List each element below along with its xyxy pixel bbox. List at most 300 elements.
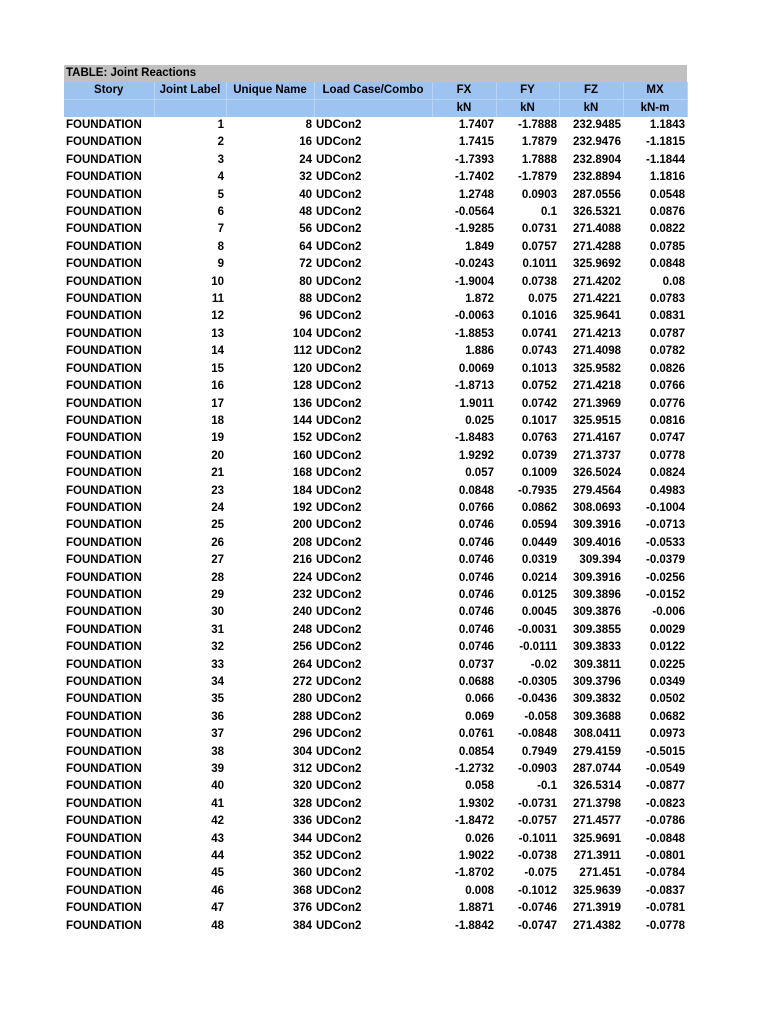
cell-fz[interactable]: 309.3916 [573,519,621,532]
cell-mx[interactable]: -0.0823 [645,797,685,810]
cell-load-case[interactable]: UDCon2 [316,797,362,810]
cell-fx[interactable]: -1.8472 [454,815,494,828]
cell-joint-label[interactable]: 26 [211,536,224,549]
cell-story[interactable]: FOUNDATION [66,467,142,480]
cell-story[interactable]: FOUNDATION [66,780,142,793]
cell-fx[interactable]: 1.8871 [458,902,494,915]
cell-fy[interactable]: 0.1009 [521,467,557,480]
cell-mx[interactable]: -0.0533 [645,536,685,549]
cell-mx[interactable]: -0.1004 [645,501,685,514]
cell-unique-name[interactable]: 336 [292,815,312,828]
cell-story[interactable]: FOUNDATION [66,206,142,219]
cell-fx[interactable]: -1.7393 [454,153,494,166]
cell-fz[interactable]: 325.9691 [573,832,621,845]
cell-fx[interactable]: 0.057 [465,467,494,480]
cell-load-case[interactable]: UDCon2 [316,449,362,462]
table-row[interactable] [64,604,687,621]
table-row[interactable] [64,778,687,795]
cell-story[interactable]: FOUNDATION [66,850,142,863]
cell-unique-name[interactable]: 88 [299,293,312,306]
cell-story[interactable]: FOUNDATION [66,832,142,845]
table-row[interactable] [64,361,687,378]
cell-mx[interactable]: 0.0225 [649,658,685,671]
cell-story[interactable]: FOUNDATION [66,623,142,636]
cell-fy[interactable]: 0.1011 [522,258,557,271]
cell-load-case[interactable]: UDCon2 [316,919,362,932]
cell-load-case[interactable]: UDCon2 [316,832,362,845]
cell-mx[interactable]: -0.0784 [645,867,685,880]
cell-unique-name[interactable]: 112 [293,345,312,358]
cell-unique-name[interactable]: 120 [292,362,312,375]
cell-load-case[interactable]: UDCon2 [316,153,362,166]
table-row[interactable] [64,343,687,360]
cell-fx[interactable]: -0.0564 [454,206,494,219]
cell-fz[interactable]: 271.4218 [573,380,621,393]
cell-joint-label[interactable]: 20 [211,449,224,462]
cell-mx[interactable]: 0.0122 [649,641,685,654]
table-row[interactable] [64,187,687,204]
cell-fx[interactable]: 0.0746 [458,641,494,654]
cell-load-case[interactable]: UDCon2 [316,501,362,514]
cell-mx[interactable]: 0.0782 [649,345,685,358]
cell-mx[interactable]: 0.0824 [649,467,685,480]
cell-fy[interactable]: -0.058 [524,710,557,723]
cell-joint-label[interactable]: 40 [211,780,224,793]
cell-mx[interactable]: -0.0778 [645,919,685,932]
cell-fy[interactable]: -0.02 [530,658,557,671]
cell-fz[interactable]: 279.4159 [573,745,621,758]
column-header-fy[interactable]: FY [496,82,559,100]
cell-unique-name[interactable]: 184 [292,484,312,497]
table-row[interactable] [64,587,687,604]
cell-fz[interactable]: 309.3896 [573,588,621,601]
cell-fx[interactable]: 0.0746 [458,606,494,619]
table-row[interactable] [64,883,687,900]
table-row[interactable] [64,326,687,343]
cell-fy[interactable]: 0.1013 [521,362,557,375]
cell-fx[interactable]: 1.9011 [459,397,494,410]
cell-story[interactable]: FOUNDATION [66,449,142,462]
cell-fx[interactable]: 1.886 [465,345,494,358]
cell-fy[interactable]: 0.0731 [521,223,557,236]
table-row[interactable] [64,152,687,169]
cell-joint-label[interactable]: 7 [217,223,224,236]
cell-fx[interactable]: 1.872 [465,293,494,306]
cell-fz[interactable]: 308.0411 [573,728,621,741]
cell-story[interactable]: FOUNDATION [66,745,142,758]
cell-load-case[interactable]: UDCon2 [316,554,362,567]
cell-mx[interactable]: -0.0256 [645,571,685,584]
cell-unique-name[interactable]: 384 [292,919,312,932]
cell-joint-label[interactable]: 16 [211,380,224,393]
cell-fz[interactable]: 271.4382 [573,919,621,932]
cell-joint-label[interactable]: 21 [211,467,224,480]
cell-load-case[interactable]: UDCon2 [316,467,362,480]
cell-fx[interactable]: 0.0746 [458,571,494,584]
cell-load-case[interactable]: UDCon2 [316,345,362,358]
cell-story[interactable]: FOUNDATION [66,414,142,427]
cell-unique-name[interactable]: 96 [299,310,312,323]
cell-fz[interactable]: 309.3811 [573,658,621,671]
cell-load-case[interactable]: UDCon2 [316,606,362,619]
cell-load-case[interactable]: UDCon2 [316,327,362,340]
cell-unique-name[interactable]: 288 [292,710,312,723]
cell-joint-label[interactable]: 11 [211,293,224,306]
cell-unique-name[interactable]: 16 [299,136,312,149]
cell-fy[interactable]: -0.0731 [517,797,557,810]
cell-joint-label[interactable]: 30 [211,606,224,619]
cell-mx[interactable]: 0.0787 [649,327,685,340]
cell-story[interactable]: FOUNDATION [66,606,142,619]
cell-fy[interactable]: -1.7888 [517,119,557,131]
cell-fz[interactable]: 271.3969 [573,397,621,410]
cell-story[interactable]: FOUNDATION [66,763,142,776]
cell-fy[interactable]: -0.0903 [517,763,557,776]
cell-joint-label[interactable]: 25 [211,519,224,532]
cell-story[interactable]: FOUNDATION [66,693,142,706]
table-row[interactable] [64,865,687,882]
cell-story[interactable]: FOUNDATION [66,554,142,567]
cell-fz[interactable]: 232.9476 [573,136,621,149]
cell-joint-label[interactable]: 17 [211,397,224,410]
cell-unique-name[interactable]: 376 [292,902,312,915]
cell-story[interactable]: FOUNDATION [66,641,142,654]
cell-fy[interactable]: -0.1011 [518,832,557,845]
cell-fz[interactable]: 309.3916 [573,571,621,584]
cell-load-case[interactable]: UDCon2 [316,588,362,601]
cell-fx[interactable]: 0.0737 [458,658,494,671]
cell-fz[interactable]: 325.9692 [573,258,621,271]
cell-fy[interactable]: 0.0045 [521,606,557,619]
cell-joint-label[interactable]: 32 [211,641,224,654]
cell-load-case[interactable]: UDCon2 [316,397,362,410]
cell-fx[interactable]: -1.7402 [454,171,494,184]
cell-joint-label[interactable]: 3 [217,153,224,166]
cell-mx[interactable]: 0.0826 [649,362,685,375]
table-row[interactable] [64,221,687,238]
cell-fx[interactable]: 1.9302 [458,797,494,810]
table-row[interactable] [64,535,687,552]
cell-load-case[interactable]: UDCon2 [316,641,362,654]
cell-unique-name[interactable]: 56 [299,223,312,236]
table-row[interactable] [64,256,687,273]
cell-fz[interactable]: 309.3832 [573,693,621,706]
cell-mx[interactable]: -1.1815 [645,136,685,149]
cell-fx[interactable]: -0.0243 [454,258,494,271]
cell-story[interactable]: FOUNDATION [66,728,142,741]
cell-load-case[interactable]: UDCon2 [316,136,362,149]
cell-fx[interactable]: 0.0746 [458,623,494,636]
column-header-mx[interactable]: MX [623,82,687,100]
column-header-joint-label[interactable]: Joint Label [154,82,226,100]
table-row[interactable] [64,918,687,935]
cell-fz[interactable]: 232.9485 [573,119,621,131]
cell-fx[interactable]: 0.025 [465,414,494,427]
column-header-fx[interactable]: FX [432,82,496,100]
cell-unique-name[interactable]: 328 [292,797,312,810]
cell-unique-name[interactable]: 40 [299,188,312,201]
cell-unique-name[interactable]: 200 [292,519,312,532]
cell-fx[interactable]: 0.0746 [458,519,494,532]
cell-load-case[interactable]: UDCon2 [316,536,362,549]
cell-unique-name[interactable]: 256 [292,641,312,654]
cell-load-case[interactable]: UDCon2 [316,884,362,897]
cell-load-case[interactable]: UDCon2 [316,658,362,671]
cell-fy[interactable]: 0.7949 [521,745,557,758]
cell-load-case[interactable]: UDCon2 [316,867,362,880]
cell-fy[interactable]: -0.1 [537,780,557,793]
cell-fy[interactable]: 0.0757 [521,240,557,253]
cell-unique-name[interactable]: 128 [292,380,312,393]
cell-fx[interactable]: 1.849 [465,240,494,253]
cell-unique-name[interactable]: 104 [292,327,312,340]
table-row[interactable] [64,274,687,291]
cell-story[interactable]: FOUNDATION [66,902,142,915]
cell-story[interactable]: FOUNDATION [66,310,142,323]
cell-fz[interactable]: 271.4288 [573,240,621,253]
table-row[interactable] [64,483,687,500]
cell-fz[interactable]: 279.4564 [573,484,621,497]
cell-fy[interactable]: -0.0111 [519,641,557,654]
cell-unique-name[interactable]: 152 [292,432,312,445]
cell-mx[interactable]: 0.0816 [649,414,685,427]
cell-fy[interactable]: 0.0738 [521,275,557,288]
cell-fy[interactable]: 0.075 [528,293,557,306]
cell-fz[interactable]: 326.5321 [573,206,621,219]
cell-load-case[interactable]: UDCon2 [316,902,362,915]
cell-fx[interactable]: 0.0746 [458,536,494,549]
cell-mx[interactable]: 0.0776 [649,397,685,410]
cell-joint-label[interactable]: 8 [217,240,224,253]
table-row[interactable] [64,831,687,848]
cell-fz[interactable]: 271.4202 [573,275,621,288]
cell-fx[interactable]: -1.8713 [454,380,494,393]
cell-load-case[interactable]: UDCon2 [316,206,362,219]
cell-joint-label[interactable]: 13 [211,327,224,340]
cell-fz[interactable]: 287.0556 [573,188,621,201]
table-row[interactable] [64,657,687,674]
cell-joint-label[interactable]: 46 [211,884,224,897]
table-row[interactable] [64,639,687,656]
cell-unique-name[interactable]: 32 [299,171,312,184]
cell-mx[interactable]: 0.0783 [649,293,685,306]
cell-mx[interactable]: -1.1844 [645,153,685,166]
table-row[interactable] [64,761,687,778]
cell-joint-label[interactable]: 47 [211,902,224,915]
cell-fz[interactable]: 271.4167 [573,432,621,445]
table-row[interactable] [64,239,687,256]
cell-mx[interactable]: 0.0785 [649,240,685,253]
cell-fx[interactable]: 0.069 [465,710,494,723]
cell-load-case[interactable]: UDCon2 [316,763,362,776]
cell-fy[interactable]: 0.0752 [521,380,557,393]
cell-joint-label[interactable]: 38 [211,745,224,758]
cell-story[interactable]: FOUNDATION [66,571,142,584]
cell-fx[interactable]: 0.0854 [458,745,494,758]
cell-fx[interactable]: -0.0063 [454,310,494,323]
cell-story[interactable]: FOUNDATION [66,797,142,810]
table-row[interactable] [64,291,687,308]
table-row[interactable] [64,570,687,587]
cell-unique-name[interactable]: 160 [292,449,312,462]
cell-unique-name[interactable]: 320 [292,780,312,793]
cell-unique-name[interactable]: 48 [299,206,312,219]
cell-load-case[interactable]: UDCon2 [316,223,362,236]
cell-fy[interactable]: 0.0743 [521,345,557,358]
cell-unique-name[interactable]: 24 [299,153,312,166]
cell-story[interactable]: FOUNDATION [66,484,142,497]
cell-joint-label[interactable]: 29 [211,588,224,601]
cell-fy[interactable]: -0.0305 [517,676,557,688]
cell-story[interactable]: FOUNDATION [66,327,142,340]
cell-story[interactable]: FOUNDATION [66,815,142,828]
cell-load-case[interactable]: UDCon2 [316,119,362,131]
cell-fz[interactable]: 325.9639 [573,884,621,897]
cell-joint-label[interactable]: 10 [211,275,224,288]
cell-story[interactable]: FOUNDATION [66,153,142,166]
cell-joint-label[interactable]: 14 [211,345,224,358]
cell-fx[interactable]: 1.7415 [458,136,494,149]
cell-fx[interactable]: 0.058 [465,780,494,793]
cell-fx[interactable]: 0.008 [465,884,494,897]
cell-fy[interactable]: -0.0031 [517,623,557,636]
cell-joint-label[interactable]: 24 [211,501,224,514]
table-row[interactable] [64,813,687,830]
cell-fz[interactable]: 325.9515 [573,414,621,427]
cell-story[interactable]: FOUNDATION [66,275,142,288]
cell-fy[interactable]: -0.0747 [517,919,557,932]
cell-unique-name[interactable]: 272 [292,676,312,688]
cell-fy[interactable]: 1.7888 [521,153,557,166]
cell-load-case[interactable]: UDCon2 [316,745,362,758]
cell-fz[interactable]: 232.8904 [573,153,621,166]
cell-load-case[interactable]: UDCon2 [316,362,362,375]
cell-unique-name[interactable]: 312 [292,763,312,776]
table-row[interactable] [64,117,687,134]
cell-joint-label[interactable]: 6 [217,206,224,219]
cell-fx[interactable]: 1.7407 [458,119,494,131]
cell-fx[interactable]: -1.9285 [454,223,494,236]
column-header-fz[interactable]: FZ [559,82,623,100]
cell-story[interactable]: FOUNDATION [66,710,142,723]
cell-unique-name[interactable]: 352 [292,850,312,863]
cell-joint-label[interactable]: 23 [211,484,224,497]
cell-fx[interactable]: 0.066 [465,693,494,706]
table-row[interactable] [64,517,687,534]
cell-fy[interactable]: -0.0738 [517,850,557,863]
cell-joint-label[interactable]: 33 [211,658,224,671]
cell-fz[interactable]: 309.3796 [573,676,621,688]
cell-fy[interactable]: 0.0862 [521,501,557,514]
cell-joint-label[interactable]: 2 [217,136,224,149]
cell-unique-name[interactable]: 64 [299,240,312,253]
cell-unique-name[interactable]: 304 [292,745,312,758]
cell-fx[interactable]: 1.2748 [458,188,494,201]
cell-mx[interactable]: 0.0029 [649,623,685,636]
cell-load-case[interactable]: UDCon2 [316,484,362,497]
cell-fz[interactable]: 309.3833 [573,641,621,654]
cell-fz[interactable]: 325.9582 [573,362,621,375]
cell-fx[interactable]: -1.8702 [454,867,494,880]
cell-unique-name[interactable]: 248 [292,623,312,636]
cell-fz[interactable]: 271.4213 [573,327,621,340]
cell-story[interactable]: FOUNDATION [66,380,142,393]
table-row[interactable] [64,709,687,726]
cell-story[interactable]: FOUNDATION [66,293,142,306]
cell-load-case[interactable]: UDCon2 [316,171,362,184]
cell-fy[interactable]: 0.1 [541,206,557,219]
cell-joint-label[interactable]: 18 [211,414,224,427]
table-row[interactable] [64,674,687,691]
cell-unique-name[interactable]: 192 [292,501,312,514]
cell-story[interactable]: FOUNDATION [66,519,142,532]
cell-load-case[interactable]: UDCon2 [316,693,362,706]
table-row[interactable] [64,134,687,151]
cell-load-case[interactable]: UDCon2 [316,293,362,306]
cell-load-case[interactable]: UDCon2 [316,310,362,323]
cell-fz[interactable]: 309.3855 [573,623,621,636]
cell-mx[interactable]: -0.0877 [645,780,685,793]
cell-fy[interactable]: 0.1017 [521,414,557,427]
table-row[interactable] [64,413,687,430]
cell-fy[interactable]: -0.075 [524,867,557,880]
cell-story[interactable]: FOUNDATION [66,188,142,201]
cell-fz[interactable]: 326.5024 [573,467,621,480]
cell-story[interactable]: FOUNDATION [66,345,142,358]
cell-mx[interactable]: 0.0766 [649,380,685,393]
cell-fz[interactable]: 271.3919 [573,902,621,915]
cell-load-case[interactable]: UDCon2 [316,710,362,723]
cell-story[interactable]: FOUNDATION [66,884,142,897]
cell-fy[interactable]: -0.0848 [517,728,557,741]
cell-mx[interactable]: 0.0822 [649,223,685,236]
cell-unique-name[interactable]: 280 [292,693,312,706]
cell-fz[interactable]: 309.4016 [573,536,621,549]
cell-fy[interactable]: -1.7879 [517,171,557,184]
cell-joint-label[interactable]: 5 [217,188,224,201]
cell-load-case[interactable]: UDCon2 [316,432,362,445]
cell-unique-name[interactable]: 216 [292,554,312,567]
cell-fz[interactable]: 309.394 [579,554,621,567]
cell-unique-name[interactable]: 72 [299,258,312,271]
cell-mx[interactable]: -0.0152 [645,588,685,601]
cell-load-case[interactable]: UDCon2 [316,519,362,532]
cell-story[interactable]: FOUNDATION [66,676,142,688]
cell-mx[interactable]: 0.08 [662,275,685,288]
cell-fy[interactable]: 0.0594 [521,519,557,532]
cell-fx[interactable]: 0.0766 [458,501,494,514]
cell-unique-name[interactable]: 136 [292,397,312,410]
cell-fx[interactable]: 0.0746 [458,588,494,601]
cell-mx[interactable]: 0.0349 [649,676,685,688]
cell-unique-name[interactable]: 168 [292,467,312,480]
cell-joint-label[interactable]: 27 [211,554,224,567]
cell-fx[interactable]: 0.0761 [458,728,494,741]
cell-unique-name[interactable]: 208 [292,536,312,549]
cell-load-case[interactable]: UDCon2 [316,623,362,636]
cell-unique-name[interactable]: 8 [305,119,312,131]
table-row[interactable] [64,169,687,186]
table-row[interactable] [64,448,687,465]
cell-fz[interactable]: 232.8894 [573,171,621,184]
cell-unique-name[interactable]: 368 [292,884,312,897]
table-row[interactable] [64,691,687,708]
cell-unique-name[interactable]: 296 [292,728,312,741]
cell-story[interactable]: FOUNDATION [66,171,142,184]
cell-fz[interactable]: 287.0744 [573,763,621,776]
cell-fx[interactable]: 0.0848 [458,484,494,497]
cell-fx[interactable]: 1.9022 [458,850,494,863]
